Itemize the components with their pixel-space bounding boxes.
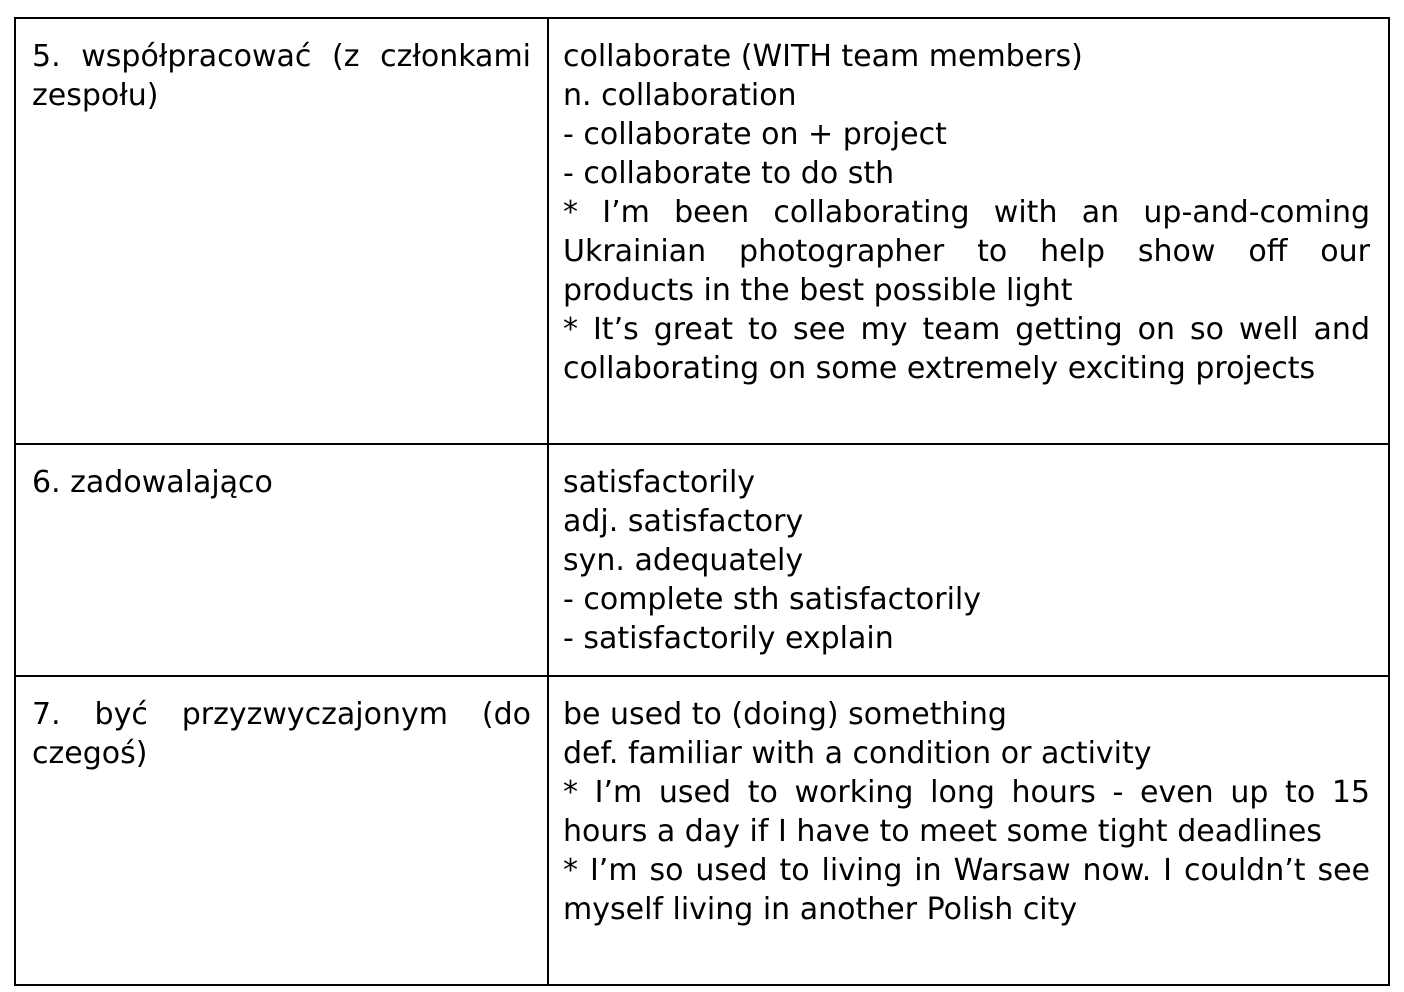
headword: satisfactorily bbox=[563, 465, 756, 500]
headword: be used to (doing) something bbox=[563, 697, 1007, 732]
example-sentence: * I’m used to working long hours - even up to 15 hours a day if I have to meet some tight deadlines bbox=[563, 775, 1370, 849]
definition-cell bbox=[548, 18, 1389, 444]
headword: collaborate (WITH team members) bbox=[563, 39, 1083, 74]
term-cell bbox=[15, 444, 548, 676]
table-row bbox=[15, 444, 1389, 676]
polish-term: 5. współpracować (z członkami zespołu) bbox=[32, 39, 531, 113]
table-row bbox=[15, 676, 1389, 985]
example-sentence: * I’m so used to living in Warsaw now. I couldn’t see myself living in another Polish city bbox=[563, 853, 1370, 927]
polish-term: 6. zadowalająco bbox=[32, 465, 273, 500]
definition-cell bbox=[548, 444, 1389, 676]
polish-term: 7. być przyzwyczajonym (do czegoś) bbox=[32, 697, 531, 771]
vocabulary-table bbox=[14, 17, 1390, 986]
collocation: - collaborate on + project bbox=[563, 117, 947, 152]
word-form: adj. satisfactory bbox=[563, 504, 804, 539]
word-form: n. collaboration bbox=[563, 78, 797, 113]
term-cell bbox=[15, 18, 548, 444]
term-cell bbox=[15, 676, 548, 985]
example-sentence: * It’s great to see my team getting on so well and collaborating on some extremely exciting projects bbox=[563, 312, 1370, 386]
definition-cell bbox=[548, 676, 1389, 985]
definition: def. familiar with a condition or activity bbox=[563, 736, 1152, 771]
collocation: - complete sth satisfactorily bbox=[563, 582, 982, 617]
example-sentence: * I’m been collaborating with an up-and-coming Ukrainian photographer to help show off our products in the best possible light bbox=[563, 195, 1370, 308]
collocation: - satisfactorily explain bbox=[563, 621, 894, 656]
table-row bbox=[15, 18, 1389, 444]
synonym: syn. adequately bbox=[563, 543, 804, 578]
collocation: - collaborate to do sth bbox=[563, 156, 895, 191]
